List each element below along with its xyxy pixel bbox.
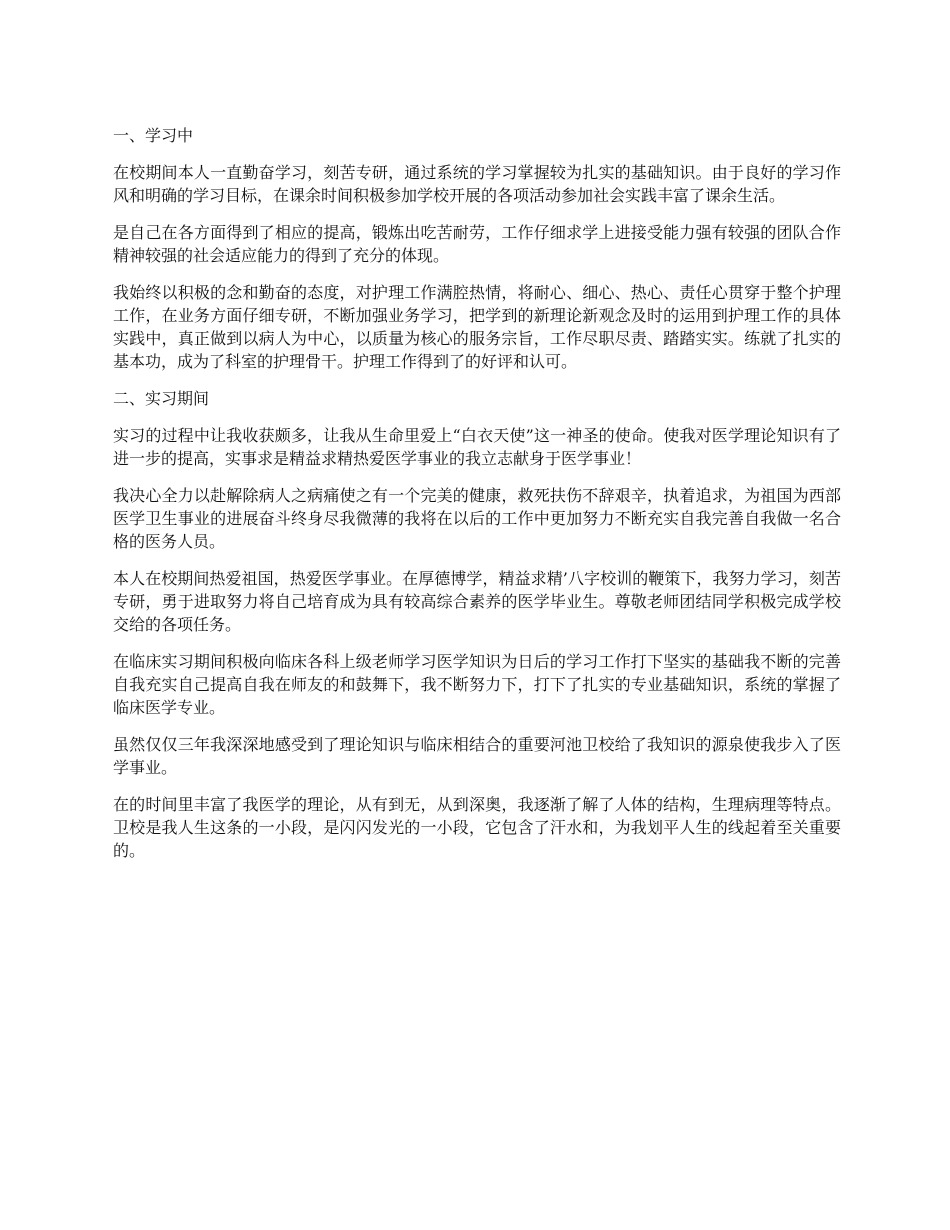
paragraph: 实习的过程中让我收获颇多，让我从生命里爱上“白衣天使”这一神圣的使命。使我对医学理论知识有了进一步的提高，实事求是精益求精热爱医学事业的我立志献身于医学事业！ xyxy=(113,426,841,468)
paragraph: 是自己在各方面得到了相应的提高，锻炼出吃苦耐劳，工作仔细求学上进接受能力强有较强的团队合作精神较强的社会适应能力的得到了充分的体现。 xyxy=(113,223,841,265)
paragraph: 虽然仅仅三年我深深地感受到了理论知识与临床相结合的重要河池卫校给了我知识的源泉使我步入了医学事业。 xyxy=(113,735,841,777)
paragraph: 我决心全力以赴解除病人之病痛使之有一个完美的健康，救死扶伤不辞艰辛，执着追求，为祖国为西部医学卫生事业的进展奋斗终身尽我微薄的我将在以后的工作中更加努力不断充实自我完善自我做一名合格的医务人员。 xyxy=(113,486,841,551)
paragraph: 本人在校期间热爱祖国，热爱医学事业。在厚德博学，精益求精’八字校训的鞭策下，我努力学习，刻苦专研，勇于进取努力将自己培育成为具有较高综合素养的医学毕业生。尊敬老师团结同学积极完成学校交给的各项任务。 xyxy=(113,569,841,634)
paragraph: 在的时间里丰富了我医学的理论，从有到无，从到深奥，我逐渐了解了人体的结构，生理病理等特点。卫校是我人生这条的一小段，是闪闪发光的一小段，它包含了汗水和，为我划平人生的线起着至关重要的。 xyxy=(113,795,841,860)
paragraph: 我始终以积极的念和勤奋的态度，对护理工作满腔热情，将耐心、细心、热心、责任心贯穿于整个护理工作，在业务方面仔细专研，不断加强业务学习，把学到的新理论新观念及时的运用到护理工作的具体实践中，真正做到以病人为中心，以质量为核心的服务宗旨，工作尽职尽责、踏踏实实。练就了扎实的基本功，成为了科室的护理骨干。护理工作得到了的好评和认可。 xyxy=(113,283,841,371)
section-heading-internship: 二、实习期间 xyxy=(113,389,210,408)
document-page xyxy=(113,124,841,876)
paragraph: 在校期间本人一直勤奋学习，刻苦专研，通过系统的学习掌握较为扎实的基础知识。由于良好的学习作风和明确的学习目标，在课余时间积极参加学校开展的各项活动参加社会实践丰富了课余生活。 xyxy=(113,163,841,205)
paragraph: 在临床实习期间积极向临床各科上级老师学习医学知识为日后的学习工作打下坚实的基础我不断的完善自我充实自己提高自我在师友的和鼓舞下，我不断努力下，打下了扎实的专业基础知识，系统的掌握了临床医学专业。 xyxy=(113,652,841,717)
section-heading-study: 一、学习中 xyxy=(113,126,194,145)
